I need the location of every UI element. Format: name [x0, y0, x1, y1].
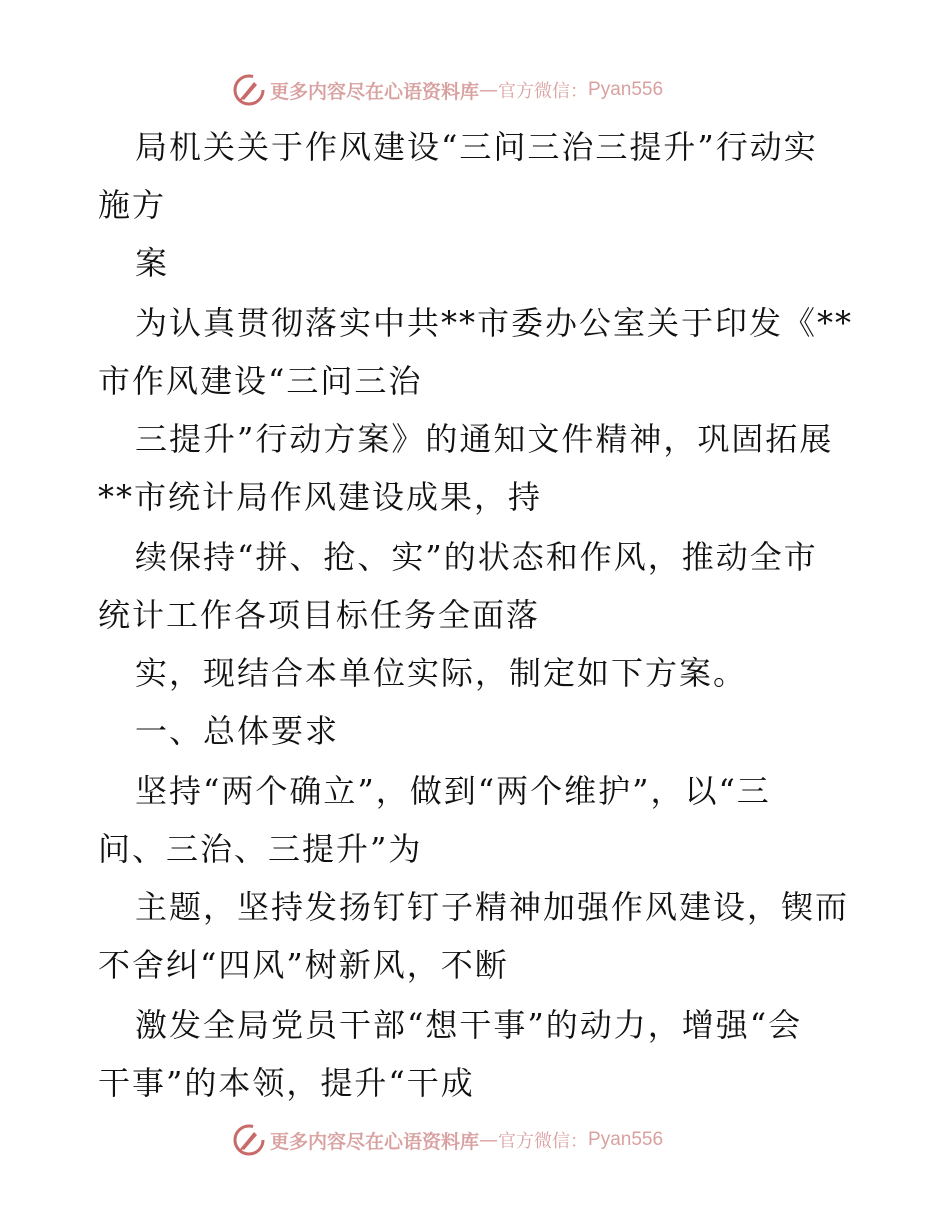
body-line: **市统计局作风建设成果，持	[98, 478, 543, 516]
watermark-separator: —	[479, 1129, 499, 1151]
title-line-1: 局机关关于作风建设“三问三治三提升”行动实	[135, 128, 818, 166]
watermark-brand: 更多内容尽在心语资料库	[270, 80, 480, 103]
section-heading: 一、总体要求	[135, 712, 340, 750]
watermark-separator: —	[479, 79, 499, 101]
body-line: 为认真贯彻落实中共**市委办公室关于印发《**	[135, 304, 854, 342]
watermark-wechat-id: Pyan556	[588, 79, 664, 100]
body-line: 市作风建设“三问三治	[98, 362, 423, 400]
body-line: 激发全局党员干部“想干事”的动力，增强“会	[135, 1006, 803, 1044]
body-line: 三提升”行动方案》的通知文件精神，巩固拓展	[135, 420, 834, 458]
title-line-3: 案	[135, 244, 170, 282]
body-line: 主题，坚持发扬钉钉子精神加强作风建设，锲而	[135, 888, 850, 926]
quill-logo-icon	[232, 73, 266, 107]
body-line: 实，现结合本单位实际，制定如下方案。	[135, 654, 748, 692]
quill-logo-icon	[232, 1123, 266, 1157]
footer-watermark	[232, 1122, 752, 1158]
watermark-wechat-id: Pyan556	[588, 1129, 664, 1150]
watermark-label: 官方微信：	[498, 1131, 589, 1152]
title-line-2: 施方	[98, 186, 167, 224]
body-line: 问、三治、三提升”为	[98, 830, 423, 868]
watermark-brand: 更多内容尽在心语资料库	[270, 1130, 480, 1153]
body-line: 统计工作各项目标任务全面落	[98, 596, 541, 634]
body-line: 干事”的本领，提升“干成	[98, 1064, 475, 1102]
header-watermark	[232, 72, 752, 108]
body-line: 坚持“两个确立”，做到“两个维护”，以“三	[135, 772, 771, 810]
body-line: 不舍纠“四风”树新风，不断	[98, 946, 509, 984]
body-line: 续保持“拼、抢、实”的状态和作风，推动全市	[135, 538, 818, 576]
watermark-label: 官方微信：	[498, 81, 589, 102]
